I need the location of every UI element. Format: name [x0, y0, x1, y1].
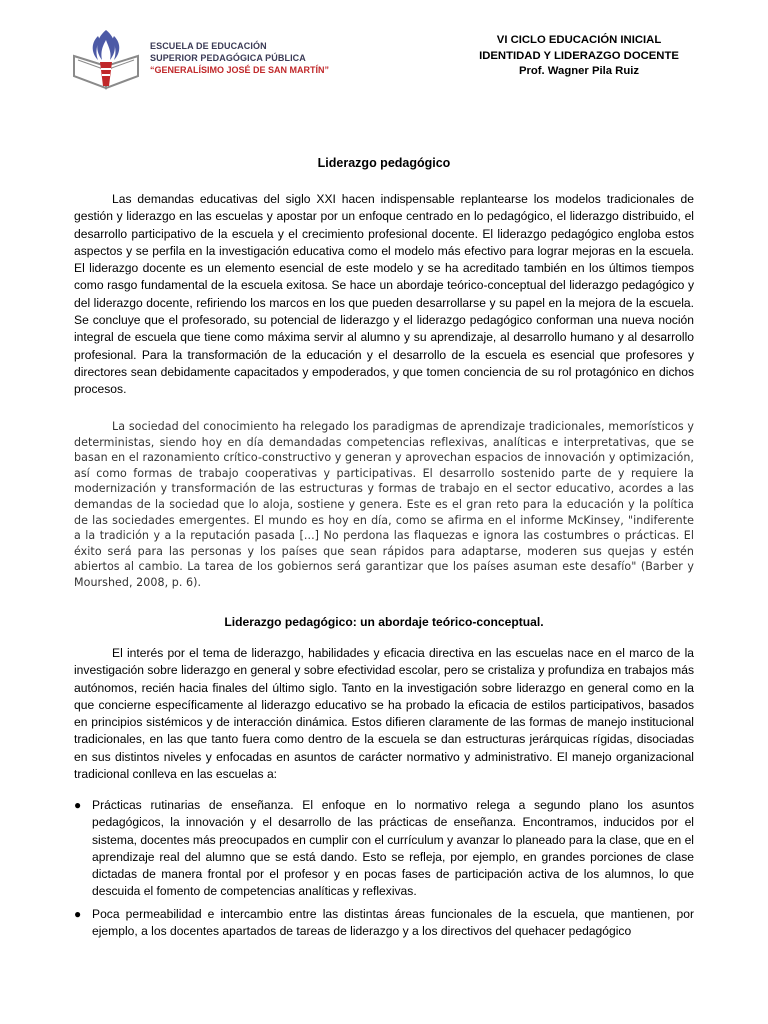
bullet-icon: ●: [74, 906, 82, 921]
list-item: [74, 797, 694, 901]
logo-line-3: “GENERALÍSIMO JOSÉ DE SAN MARTÍN”: [150, 65, 330, 75]
course-header: [448, 33, 710, 80]
list-item-text: Poca permeabilidad e intercambio entre las distintas áreas funcionales de la escuela, que mantienen, por ejemplo, a los docentes apartados de tareas de liderazgo y a los directivos del quehacer pedagógico: [92, 906, 694, 939]
course-name: IDENTIDAD Y LIDERAZGO DOCENTE: [479, 49, 679, 62]
logo-text: [150, 40, 330, 76]
bullet-list: [74, 797, 694, 945]
paragraph-1: Las demandas educativas del siglo XXI hacen indispensable replantearse los modelos tradicionales de gestión y liderazgo en las escuelas y apostar por un enfoque centrado en lo pedagógico, el liderazgo distribuido, el desarrollo participativo de la escuela y el crecimiento profesional docente. El liderazgo pedagógico engloba estos aspectos y se perfila en la investigación educativa como el modelo más efectivo para lograr mejoras en la escuela. El liderazgo docente es un elemento esencial de este modelo y se ha acreditado también en los últimos tiempos como rasgo fundamental de la escuela exitosa. Se hace un abordaje teórico-conceptual del liderazgo pedagógico y del liderazgo docente, refiriendo los marcos en los que pueden desarrollarse y su papel en la mejora de la escuela. Se concluye que el profesorado, su potencial de liderazgo y el liderazgo pedagógico conforman una nueva noción integral de escuela que tiene como máxima servir al alumno y su aprendizaje, al desarrollo humano y al desarrollo profesional. Para la transformación de la educación y el desarrollo de la escuela es esencial que profesores y directores sean debidamente capacitados y empoderados, y que tomen conciencia de su rol protagónico en dichos procesos.: [74, 192, 694, 397]
list-item: [74, 906, 694, 941]
paragraph-2: La sociedad del conocimiento ha relegado los paradigmas de aprendizaje tradicionales, memorísticos y deterministas, siendo hoy en día demandadas competencias reflexivas, analíticas e interpretativas, que se basan en el razonamiento crítico-constructivo y generan y aprovechan espacios de innovación y optimización, así como formas de trabajo cooperativas y participativas. El desarrollo sostenido parte de y requiere la modernización y transformación de las estructuras y formas de trabajo en el sector educativo, acordes a las demandas de la sociedad que lo aloja, sostiene y genera. Este es el gran reto para la educación y la política de las sociedades emergentes. El mundo es hoy en día, como se afirma en el informe McKinsey, "indiferente a la tradición y a la reputación pasada [...] No perdona las flaquezas e ignora las costumbres o prácticas. El éxito será para las personas y los países que sean rápidos para adaptarse, moderen sus quejas y estén abiertos al cambio. La tarea de los gobiernos será garantizar que los países asuman este desafío" (Barber y Mourshed, 2008, p. 6).: [74, 420, 694, 589]
logo-line-1: ESCUELA DE EDUCACIÓN: [150, 41, 267, 51]
logo-line-2: SUPERIOR PEDAGÓGICA PÚBLICA: [150, 53, 306, 63]
paragraph-3: El interés por el tema de liderazgo, habilidades y eficacia directiva en las escuelas nace en el marco de la investigación sobre liderazgo en general y sobre efectividad escolar, pero se cristaliza y profundiza en trabajos más autónomos, recién hacia finales del último siglo. Tanto en la investigación sobre liderazgo en general como en la que concierne específicamente al liderazgo educativo se ha probado la eficacia de estilos participativos, basados en principios sistémicos y de interacción dinámica. Estos difieren claramente de las formas de manejo institucional tradicionales, en las que tanto fuera como dentro de la escuela se dan estructuras jerárquicas rígidas, disociadas en sus distintos niveles y enfocadas en asuntos de carácter normativo y administrativo. El manejo organizacional tradicional conlleva en las escuelas a:: [74, 646, 694, 782]
list-item-text: Prácticas rutinarias de enseñanza. El enfoque en lo normativo relega a segundo plano los asuntos pedagógicos, la innovación y el desarrollo de las prácticas de enseñanza. Encontramos, inducidos por el sistema, docentes más preocupados en cumplir con el currículum y avanzar lo planeado para la clase, que en el aprendizaje real del alumno que se está dando. Esto se refleja, por ejemplo, en grandes porciones de clase dictadas de manera frontal por el profesor y en pocas fases de participación activa de los alumnos, lo que descuida el fomento de competencias analíticas y reflexivas.: [92, 798, 694, 899]
course-cycle: VI CICLO EDUCACIÓN INICIAL: [496, 34, 662, 46]
professor-name: Prof. Wagner Pila Ruiz: [518, 65, 640, 77]
section-subtitle: Liderazgo pedagógico: un abordaje teórico-conceptual.: [224, 615, 544, 629]
torch-book-emblem-icon: [72, 26, 150, 92]
school-logo: [72, 26, 330, 92]
document-title: Liderazgo pedagógico: [317, 156, 451, 170]
bullet-icon: ●: [74, 798, 82, 812]
